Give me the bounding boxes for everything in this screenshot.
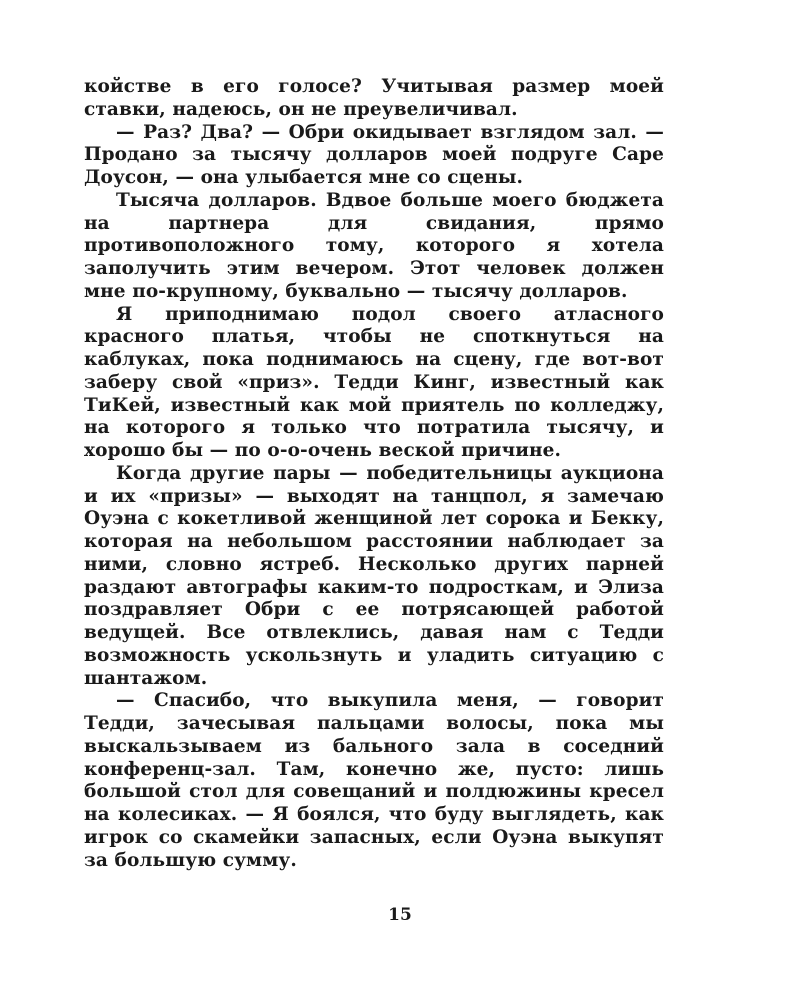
body-text [84,76,664,872]
paragraph-3: Тысяча долларов. Вдвое больше моего бюджета на партнера для свидания, прямо противоположного тому, которого я хотела заполучить этим вечером. Этот человек должен мне по-крупному, буквально — тысячу долларов. [84,189,664,302]
paragraph-4: Я приподнимаю подол своего атласного красного платья, чтобы не споткнуться на каблуках, пока поднимаюсь на сцену, где вот-вот заберу свой «приз». Тедди Кинг, известный как ТиКей, известный как мой приятель по колледжу, на которого я только что потратила тысячу, и хорошо бы — по о-о-очень веской причине. [84,303,664,461]
paragraph-5: Когда другие пары — победительницы аукциона и их «призы» — выходят на танцпол, я замечаю Оуэна с кокетливой женщиной лет сорока и Бекку, которая на небольшом расстоянии наблюдает за ними, словно ястреб. Несколько других парней раздают автографы каким-то подросткам, и Элиза поздравляет Обри с ее потрясающей работой ведущей. Все отвлеклись, давая нам с Тедди возможность ускользнуть и уладить ситуацию с шантажом. [84,462,664,689]
paragraph-2: — Раз? Два? — Обри окидывает взглядом зал. — Продано за тысячу долларов моей подруге Саре Доусон, — она улыбается мне со сцены. [84,121,664,188]
page-number: 15 [388,905,412,925]
paragraph-continuation: койстве в его голосе? Учитывая размер моей ставки, надеюсь, он не преувеличивал. [84,76,664,120]
paragraph-6: — Спасибо, что выкупила меня, — говорит Тедди, зачесывая пальцами волосы, пока мы выскальзываем из бального зала в соседний конференц-зал. Там, конечно же, пусто: лишь большой стол для совещаний и полдюжины кресел на колесиках. — Я боялся, что буду выглядеть, как игрок со скамейки запасных, если Оуэна выкупят за большую сумму. [84,690,664,871]
